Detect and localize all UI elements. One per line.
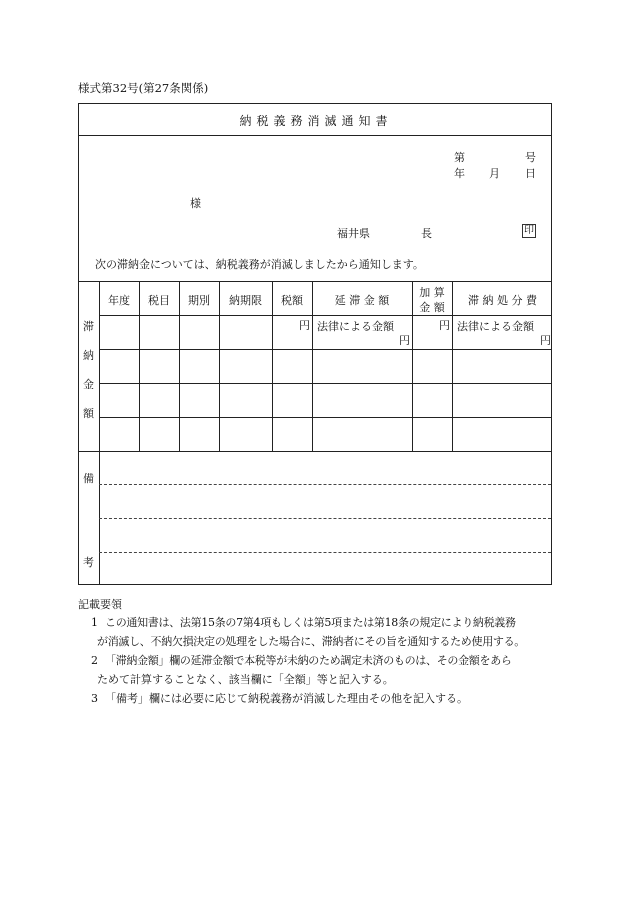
- col-nendo: 年度: [108, 294, 130, 307]
- date-day: 日: [525, 167, 536, 180]
- issuer-prefecture: 福井県: [337, 227, 370, 240]
- note-3-num: 3: [91, 692, 98, 705]
- side-label-3: 金: [83, 378, 94, 391]
- note-2-line1: 「滞納金額」欄の延滞金額で本税等が未納のため調定未済のものは、その金額をあら: [105, 654, 512, 667]
- col-nouki: 納期限: [229, 294, 262, 307]
- number-gou: 号: [525, 151, 536, 164]
- note-1-line2: が消滅し、不納欠損決定の処理をした場合に、滞納者にその旨を通知するため使用する。: [97, 635, 525, 648]
- form-title: 納税義務消滅通知書: [239, 114, 393, 128]
- side-label-2: 納: [83, 349, 94, 362]
- date-year: 年: [454, 167, 465, 180]
- seal-mark: 印: [524, 225, 534, 236]
- note-2-line2: ためて計算することなく、該当欄に「全額」等と記入する。: [97, 673, 394, 686]
- remarks-label-bi: 備: [83, 472, 94, 485]
- col-entai: 延 滞 金 額: [334, 294, 390, 307]
- yen-zeigaku: 円: [299, 319, 310, 332]
- date-month: 月: [489, 167, 500, 180]
- form-frame: [78, 103, 552, 585]
- note-3-line1: 「備考」欄には必要に応じて納税義務が消滅した理由その他を記入する。: [105, 692, 468, 705]
- notice-message: 次の滞納金については、納税義務が消滅しましたから通知します。: [95, 258, 424, 271]
- note-1-line1: この通知書は、法第15条の7第4項もしくは第5項または第18条の規定により納税義務: [105, 616, 516, 629]
- legal-amount-shobunhi: 法律による金額: [457, 320, 534, 333]
- yen-entai: 円: [399, 334, 410, 347]
- yen-kasan: 円: [439, 319, 450, 332]
- remarks-label-kou: 考: [83, 556, 94, 569]
- col-kibetsu: 期別: [188, 294, 210, 307]
- legal-amount-entai: 法律による金額: [317, 320, 394, 333]
- side-label-1: 滞: [83, 320, 94, 333]
- issuer-chou: 長: [421, 227, 432, 240]
- col-kasan-1: 加 算: [419, 286, 445, 299]
- col-zeigaku: 税額: [281, 294, 303, 307]
- addressee-sama: 様: [190, 197, 201, 210]
- notes-heading: 記載要領: [78, 598, 122, 611]
- yen-shobunhi: 円: [540, 334, 551, 347]
- col-shobunhi: 滞 納 処 分 費: [468, 294, 537, 307]
- note-2-num: 2: [91, 654, 98, 667]
- side-label-4: 額: [83, 407, 94, 420]
- col-zeimoku: 税目: [148, 294, 170, 307]
- number-dai: 第: [454, 151, 465, 164]
- col-kasan-2: 金 額: [419, 301, 445, 314]
- form-number: 様式第32号(第27条関係): [78, 81, 209, 95]
- note-1-num: 1: [91, 616, 98, 629]
